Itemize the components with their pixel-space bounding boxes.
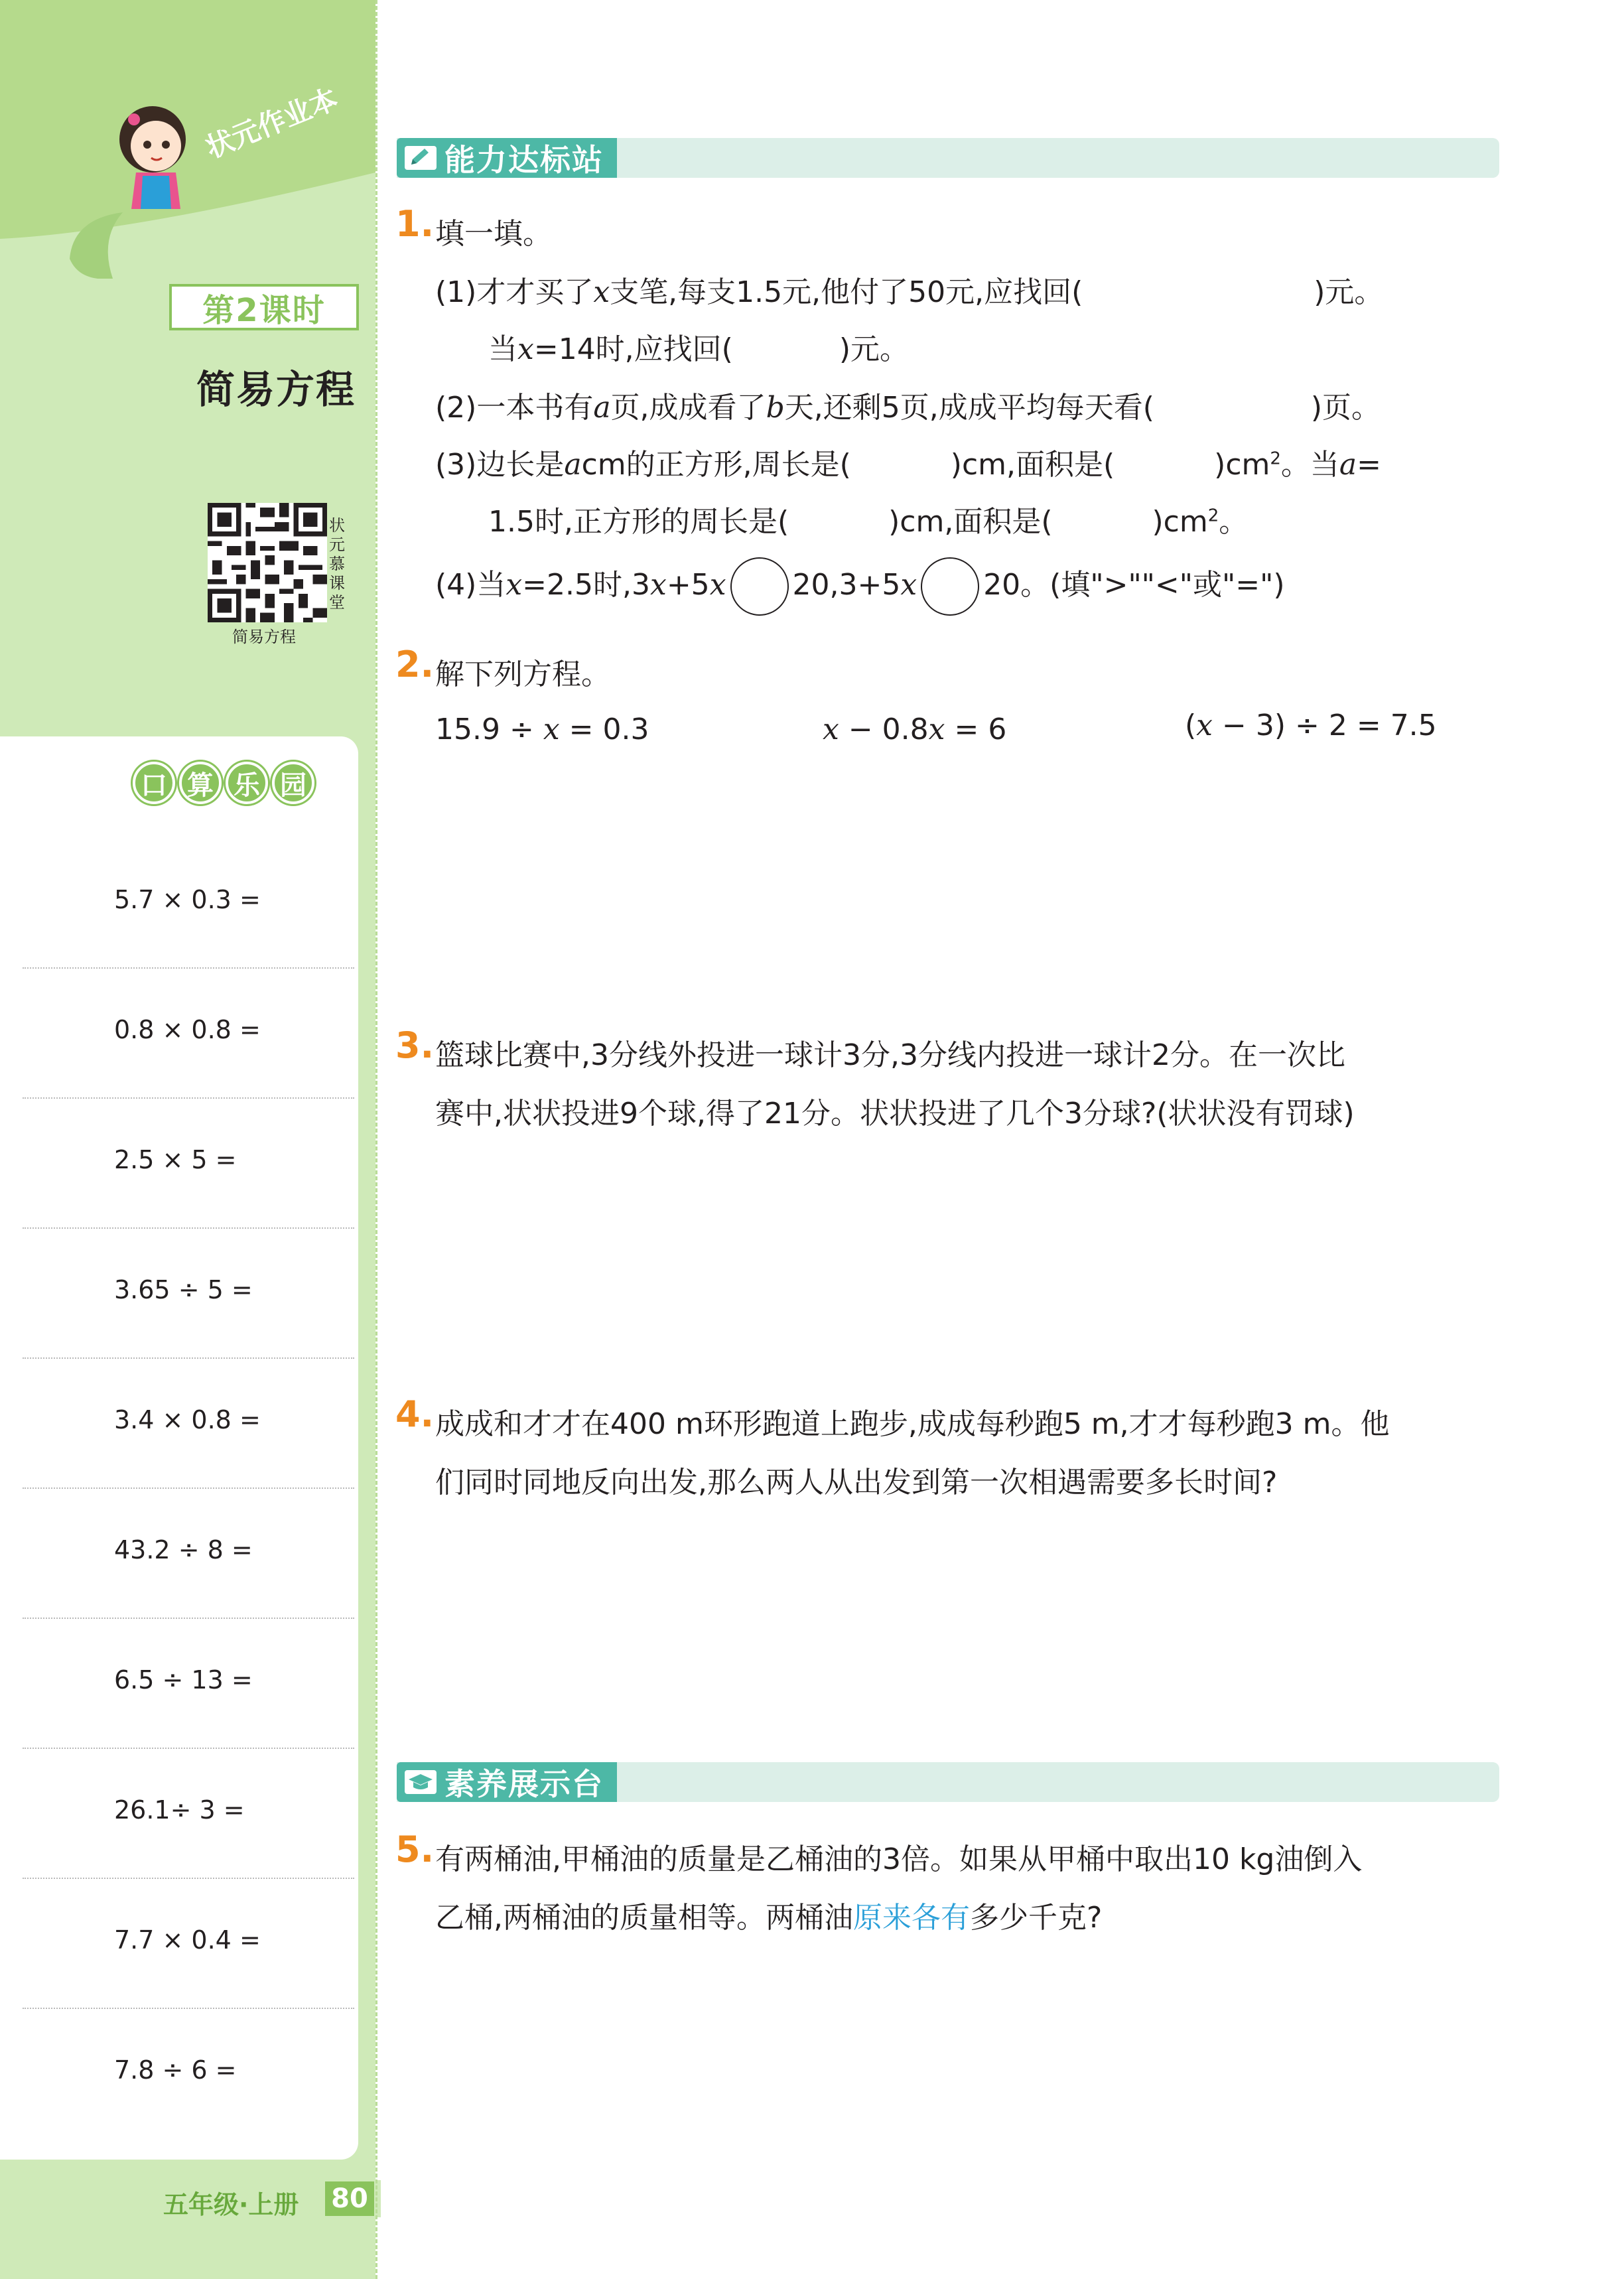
oral-item-text: 43.2 ÷ 8 = <box>114 1535 253 1564</box>
text: 天,还剩5页,成成平均每天看( <box>784 391 1154 425</box>
text: = 0.3 <box>569 713 649 746</box>
text: 20。(填">""<"或"=") <box>983 568 1285 602</box>
oral-item-text: 2.5 × 5 = <box>114 1145 237 1174</box>
variable-x: x <box>709 568 726 602</box>
pencil-icon <box>403 143 438 173</box>
variable-x: x <box>517 332 534 366</box>
variable-x: x <box>506 568 523 602</box>
text: 乙桶,两桶油的质量相等。两桶油 <box>435 1901 853 1935</box>
text: (1)才才买了 <box>435 275 594 309</box>
qr-side-label: 状元慕课堂 <box>329 516 345 612</box>
variable-a: a <box>1339 448 1357 482</box>
section-header-literacy <box>397 1762 1499 1802</box>
question-text-line: 成成和才才在400 m环形跑道上跑步,成成每秒跑5 m,才才每秒跑3 m。他 <box>435 1407 1390 1441</box>
section-label <box>397 138 617 178</box>
text: = 6 <box>954 713 1007 746</box>
oral-item-text: 0.8 × 0.8 = <box>114 1015 261 1044</box>
section-title: 素养展示台 <box>444 1766 604 1802</box>
oral-item[interactable] <box>23 969 354 1099</box>
q1-part3-line2 <box>488 498 1248 540</box>
text: )cm <box>1152 505 1208 539</box>
q1-part4 <box>435 557 1285 616</box>
qr-code-icon[interactable] <box>208 503 327 622</box>
q1-part1-line1 <box>435 268 1383 311</box>
text: 20,3+5 <box>792 568 901 602</box>
oral-calculation-list <box>23 839 354 2139</box>
text: 页,成成看了 <box>610 391 766 425</box>
variable-x: x <box>823 713 839 746</box>
variable-x: x <box>543 713 560 746</box>
oral-title-char: 口 <box>133 762 175 804</box>
oral-item-text: 26.1÷ 3 = <box>114 1795 245 1825</box>
text: +5 <box>666 568 710 602</box>
oral-item-text: 7.8 ÷ 6 = <box>114 2055 237 2085</box>
comparison-circle[interactable] <box>921 557 979 616</box>
text: 。 <box>1219 505 1249 539</box>
lesson-badge <box>169 284 359 330</box>
text: )cm <box>1214 448 1270 482</box>
oral-item[interactable] <box>23 1489 354 1619</box>
text: − 3) ÷ 2 = 7.5 <box>1222 709 1437 742</box>
oral-item[interactable] <box>23 1099 354 1229</box>
oral-title-char: 乐 <box>226 762 268 804</box>
variable-a: a <box>593 391 611 425</box>
text: = <box>1357 448 1382 482</box>
qr-caption: 简易方程 <box>232 628 296 646</box>
q1-part3-line1 <box>435 441 1381 483</box>
oral-item[interactable] <box>23 1359 354 1489</box>
text: )元。 <box>1314 275 1384 309</box>
variable-x: x <box>928 713 945 746</box>
oral-item-text: 3.65 ÷ 5 = <box>114 1275 253 1304</box>
oral-item-text: 3.4 × 0.8 = <box>114 1405 261 1434</box>
page-number: 80 <box>325 2181 374 2216</box>
text: =14时,应找回( <box>533 332 733 366</box>
section-title: 能力达标站 <box>444 142 604 178</box>
oral-item-text: 6.5 ÷ 13 = <box>114 1665 253 1694</box>
text: 15.9 ÷ <box>435 713 534 746</box>
lesson-badge-label: 第2课时 <box>202 291 326 329</box>
variable-x: x <box>649 568 667 602</box>
oral-title-char: 算 <box>179 762 222 804</box>
equation-1 <box>435 713 649 746</box>
text: )页。 <box>1310 391 1381 425</box>
variable-a: a <box>564 448 582 482</box>
text: (3)边长是 <box>435 448 565 482</box>
text: )cm,面积是( <box>888 505 1053 539</box>
mascot-girl-icon <box>106 93 199 212</box>
oral-item[interactable] <box>23 2009 354 2139</box>
brand-logo-text: 状元作业本 <box>200 82 343 165</box>
sidebar-divider <box>375 0 377 2279</box>
oral-item-text: 7.7 × 0.4 = <box>114 1925 261 1955</box>
question-text-line: 有两桶油,甲桶油的质量是乙桶油的3倍。如果从甲桶中取出10 kg油倒入 <box>435 1842 1363 1876</box>
question-text-line: 们同时同地反向出发,那么两人从出发到第一次相遇需要多长时间? <box>435 1466 1278 1499</box>
question-text-line: 赛中,状状投进9个球,得了21分。状状投进了几个3分球?(状状没有罚球) <box>435 1097 1355 1131</box>
graduation-cap-icon <box>403 1767 438 1797</box>
text: 当 <box>488 332 517 366</box>
grade-label: 五年级·上册 <box>163 2190 299 2219</box>
section-label <box>397 1762 617 1802</box>
question-number: 1. <box>395 203 435 245</box>
text: 。当 <box>1280 448 1339 482</box>
text: cm的正方形,周长是( <box>581 448 851 482</box>
oral-item[interactable] <box>23 1229 354 1359</box>
variable-b: b <box>766 391 785 425</box>
variable-x: x <box>900 568 917 602</box>
oral-item[interactable] <box>23 839 354 969</box>
variable-x: x <box>1196 709 1213 742</box>
question-text-line <box>435 1894 1102 1936</box>
equation-2 <box>823 713 1006 746</box>
superscript: 2 <box>1270 449 1281 469</box>
text: =2.5时,3 <box>522 568 650 602</box>
text: )cm,面积是( <box>950 448 1115 482</box>
oral-calculation-title <box>133 762 314 804</box>
q1-part2 <box>435 383 1381 426</box>
comparison-circle[interactable] <box>730 557 789 616</box>
question-number: 3. <box>395 1024 435 1066</box>
section-header-ability <box>397 138 1499 178</box>
lesson-title: 简易方程 <box>196 367 356 412</box>
superscript: 2 <box>1207 506 1219 526</box>
oral-item[interactable] <box>23 1749 354 1879</box>
oral-item[interactable] <box>23 1619 354 1749</box>
text: (4)当 <box>435 568 506 602</box>
text: ( <box>1185 709 1197 742</box>
text: (2)一本书有 <box>435 391 594 425</box>
equation-3 <box>1185 709 1437 742</box>
question-text-line: 篮球比赛中,3分线外投进一球计3分,3分线内投进一球计2分。在一次比 <box>435 1038 1345 1072</box>
q1-part1-line2 <box>488 325 909 368</box>
variable-x: x <box>593 275 610 309</box>
text: 多少千克? <box>970 1901 1103 1935</box>
oral-item-text: 5.7 × 0.3 = <box>114 885 261 914</box>
text: − 0.8 <box>848 713 929 746</box>
highlighted-keyword[interactable]: 原来各有 <box>853 1901 970 1935</box>
text: 支笔,每支1.5元,他付了50元,应找回( <box>610 275 1083 309</box>
oral-title-char: 园 <box>272 762 314 804</box>
text: 1.5时,正方形的周长是( <box>488 505 789 539</box>
oral-item[interactable] <box>23 1879 354 2009</box>
text: )元。 <box>839 332 910 366</box>
question-number: 4. <box>395 1393 435 1435</box>
question-number: 5. <box>395 1829 435 1870</box>
question-stem: 解下列方程。 <box>435 657 610 691</box>
question-number: 2. <box>395 644 435 685</box>
question-stem: 填一填。 <box>435 217 552 251</box>
